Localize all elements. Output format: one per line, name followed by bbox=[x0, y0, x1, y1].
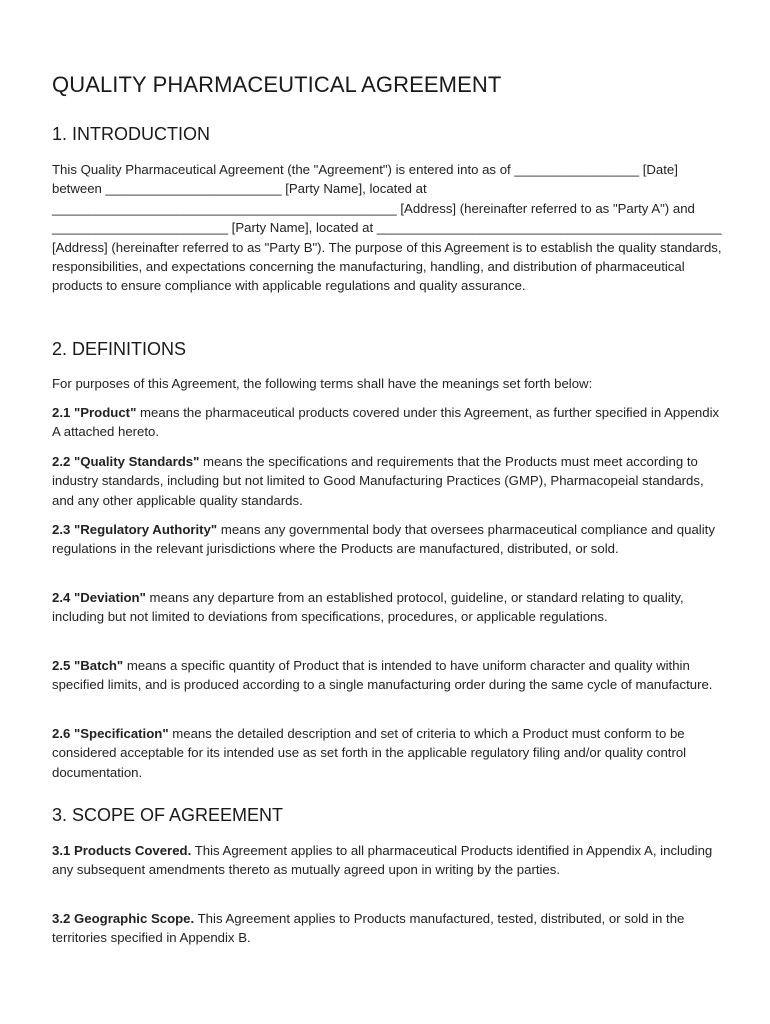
scope-text: This Agreement applies to all pharmaceutical Products identified in Appendix A, including any subsequent amendments thereto as mutually agreed upon in writing by the parties. bbox=[52, 843, 713, 878]
scope-term: 3.2 Geographic Scope. bbox=[52, 911, 195, 926]
definition-term: 2.6 "Specification" bbox=[52, 726, 169, 741]
definition-text: means any governmental body that oversees pharmaceutical compliance and quality regulations in the relevant jurisdictions where the Products are manufactured, distributed, or sold. bbox=[52, 522, 715, 557]
definition-text: means the specifications and requirements that the Products must meet according to industry standards, including but not limited to Good Manufacturing Practices (GMP), Pharmacopeial standards, and any other applicable quality standards. bbox=[52, 454, 704, 508]
section-heading-introduction: 1. INTRODUCTION bbox=[52, 124, 211, 144]
definition-term: 2.5 "Batch" bbox=[52, 658, 124, 673]
definition-text: means a specific quantity of Product that is intended to have uniform character and quality within specified limits, and is produced according to a single manufacturing order during the same cycle of manufacture. bbox=[52, 658, 713, 693]
definition-specification bbox=[52, 724, 724, 782]
definition-text: means any departure from an established protocol, guideline, or standard relating to quality, including but not limited to deviations from specifications, procedures, or applicable regulations. bbox=[52, 590, 684, 625]
scope-term: 3.1 Products Covered. bbox=[52, 843, 192, 858]
scope-products-covered bbox=[52, 841, 724, 880]
definition-product bbox=[52, 403, 724, 442]
definitions-lead: For purposes of this Agreement, the following terms shall have the meanings set forth below: bbox=[52, 376, 593, 391]
document-title: QUALITY PHARMACEUTICAL AGREEMENT bbox=[52, 72, 502, 97]
scope-geographic bbox=[52, 909, 724, 948]
section-heading-scope: 3. SCOPE OF AGREEMENT bbox=[52, 805, 284, 825]
definition-regulatory-authority bbox=[52, 520, 724, 559]
definition-text: means the detailed description and set of criteria to which a Product must conform to be considered acceptable for its intended use as set forth in the applicable regulatory filing and/or quality control documentation. bbox=[52, 726, 687, 780]
scope-text: This Agreement applies to Products manufactured, tested, distributed, or sold in the territories specified in Appendix B. bbox=[52, 911, 685, 946]
definition-term: 2.3 "Regulatory Authority" bbox=[52, 522, 218, 537]
definition-term: 2.2 "Quality Standards" bbox=[52, 454, 200, 469]
section-heading-definitions: 2. DEFINITIONS bbox=[52, 339, 187, 359]
definition-text: means the pharmaceutical products covered under this Agreement, as further specified in Appendix A attached hereto. bbox=[52, 405, 720, 440]
definition-term: 2.4 "Deviation" bbox=[52, 590, 146, 605]
introduction-paragraph: This Quality Pharmaceutical Agreement (the "Agreement") is entered into as of _________________ [Date] between ________________________ [Party Name], located at _______________________________________________ [Address] (hereinafter referred to as "Party A") and ________________________ [Party Name], located at _______________________________________________ [Address] (hereinafter referred to as "Party B"). The purpose of this Agreement is to establish the quality standards, responsibilities, and expectations concerning the manufacturing, handling, and distribution of pharmaceutical products to ensure compliance with applicable regulations and quality assurance. bbox=[52, 162, 722, 294]
definition-deviation bbox=[52, 588, 724, 627]
definition-quality-standards bbox=[52, 452, 724, 510]
definition-batch bbox=[52, 656, 724, 695]
definition-term: 2.1 "Product" bbox=[52, 405, 137, 420]
